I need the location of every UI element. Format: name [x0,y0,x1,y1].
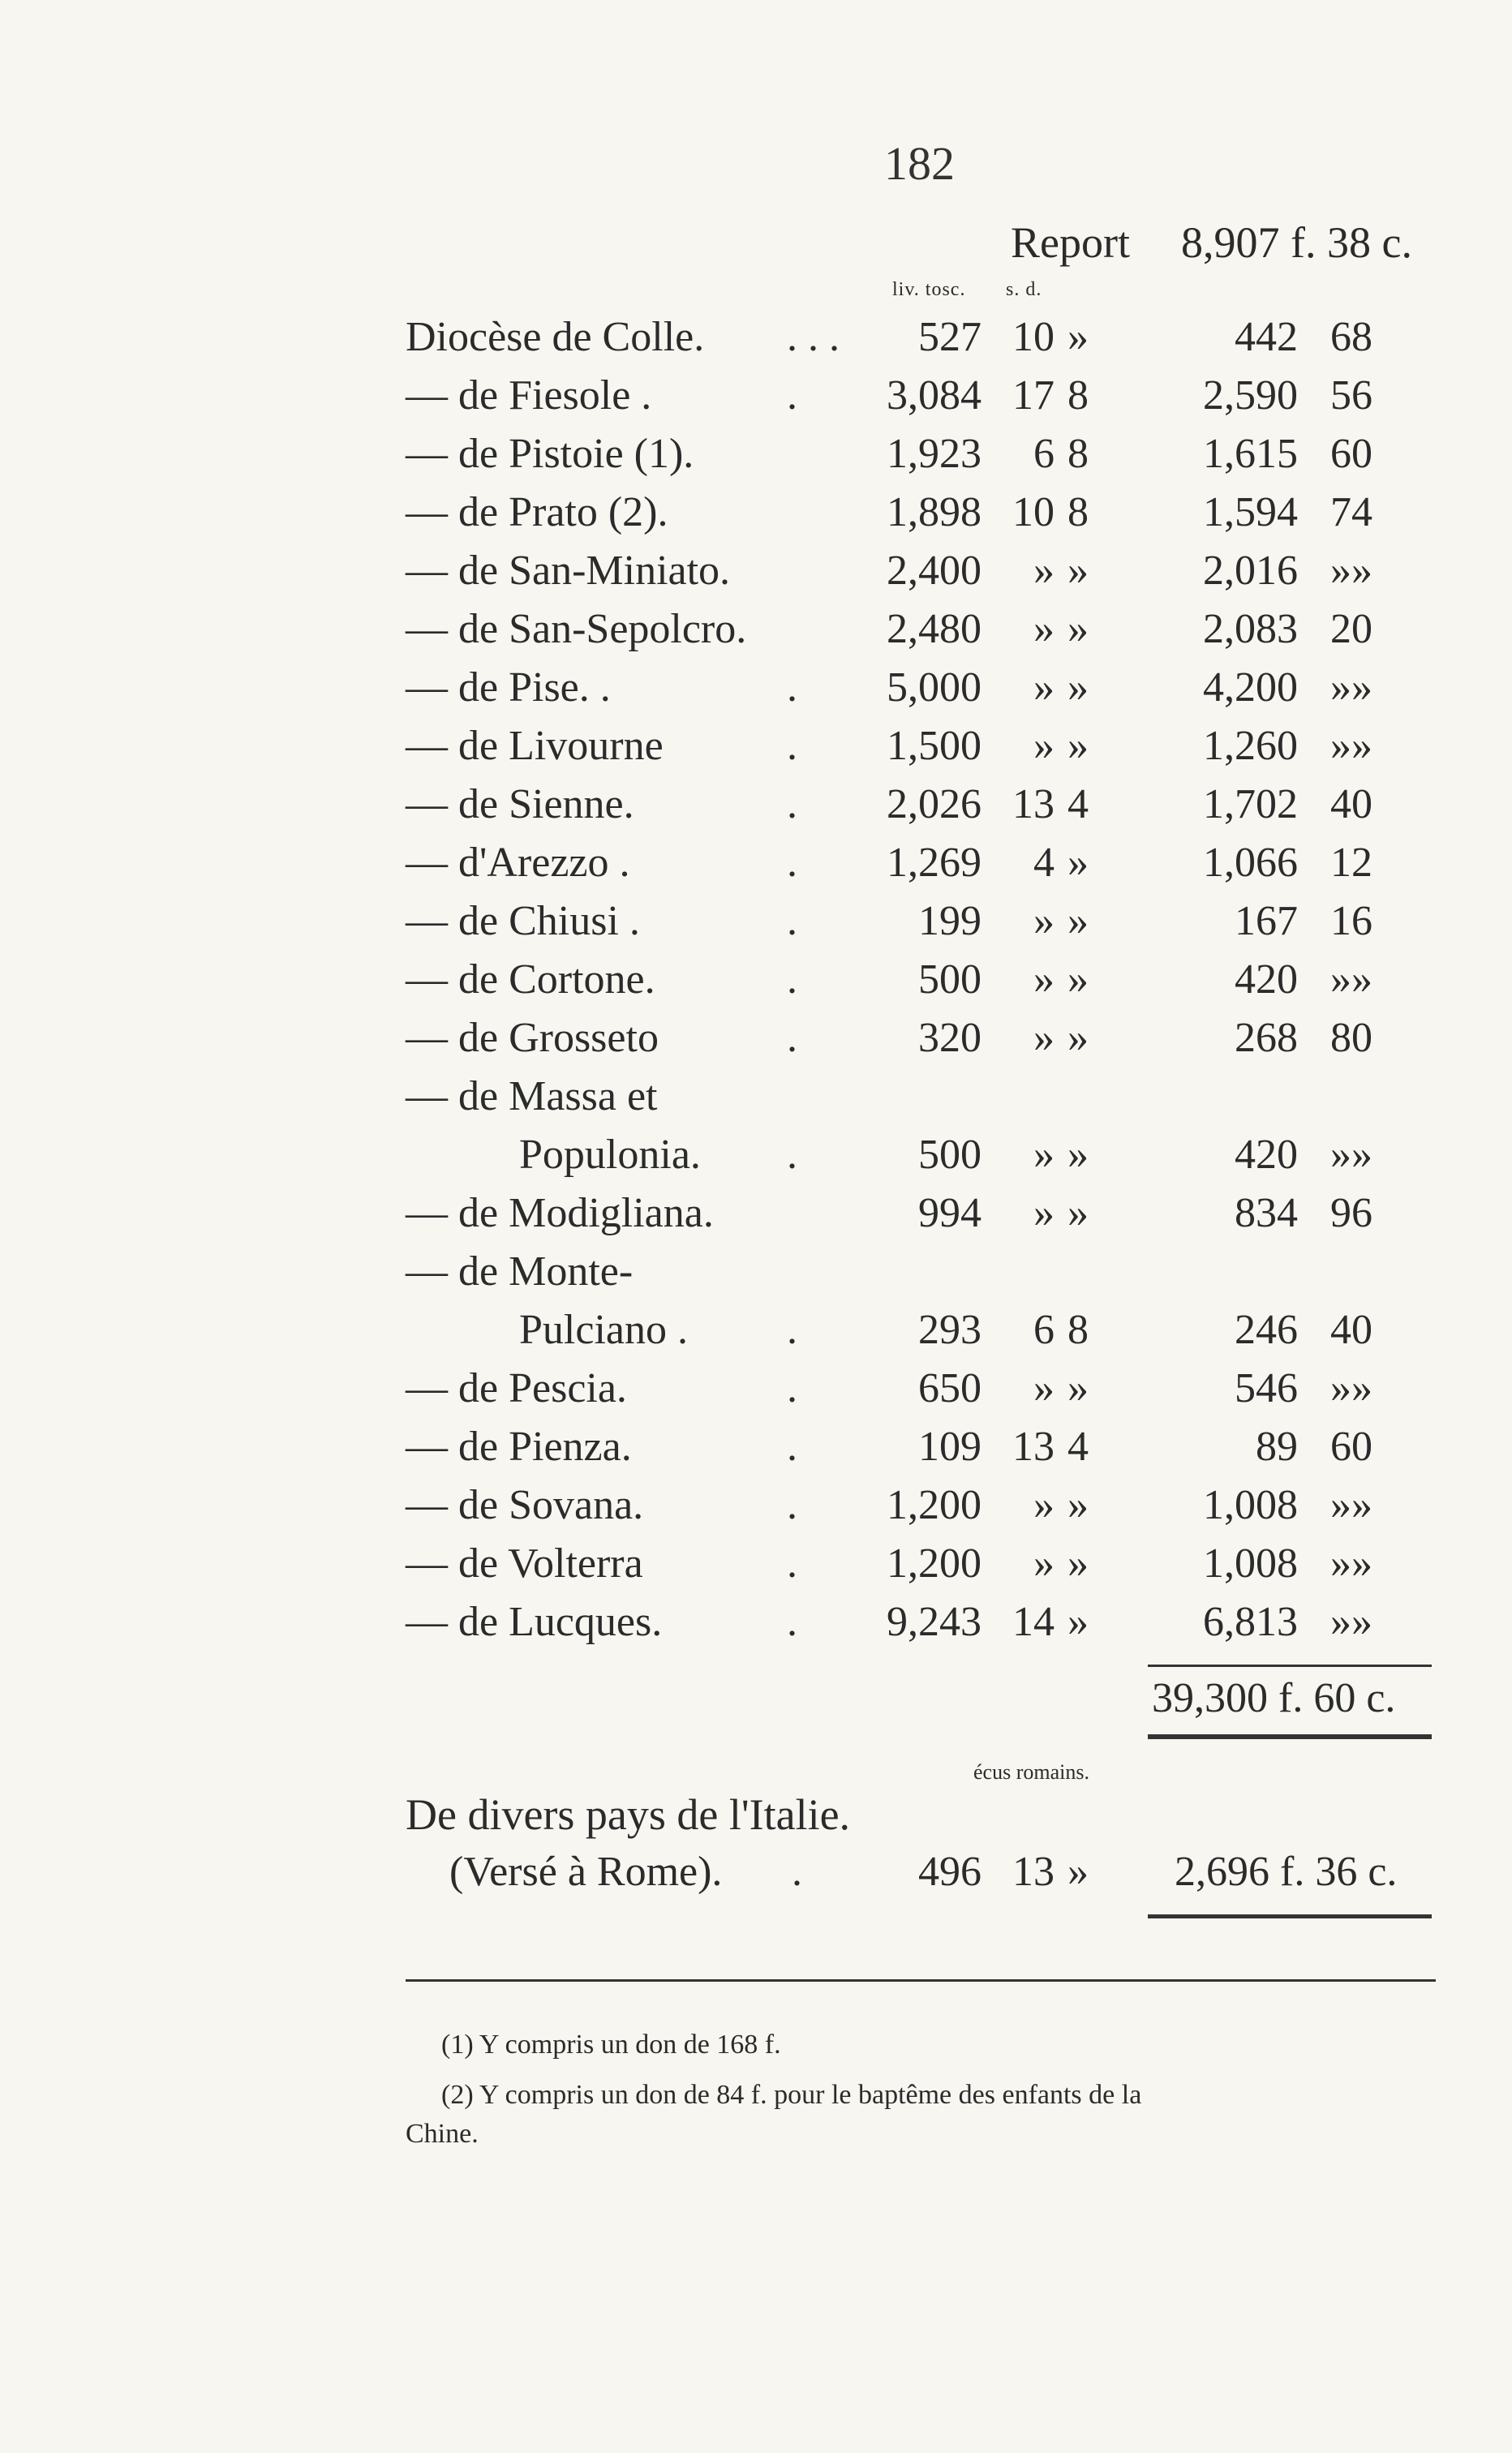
diocese-name: Diocèse de Colle. [406,314,705,360]
diocese-name: — de San-Miniato. [406,548,731,594]
sous: 13 [1012,1424,1055,1470]
table-row [0,1598,1512,1656]
table-row [0,488,1512,547]
deniers: » [1067,664,1089,711]
centimes: »» [1330,1132,1372,1178]
deniers: » [1067,840,1089,886]
table-row [0,372,1512,430]
deniers: » [1067,1540,1089,1587]
footnote-2: (2) Y compris un don de 84 f. pour le baptême des enfants de la [441,2080,1142,2110]
francs: 2,083 [1203,606,1298,652]
francs: 1,066 [1203,840,1298,886]
column-header-livres: liv. tosc. [892,279,966,300]
leader-dots: . [787,840,797,886]
livres-toscanes: 109 [918,1424,982,1470]
leader-dots: . [787,956,797,1003]
francs: 1,702 [1203,781,1298,827]
table-row [0,1131,1512,1189]
sous: » [1033,723,1055,769]
sous: 4 [1033,840,1055,886]
diocese-name: — de Pienza. [406,1424,632,1470]
italie-livres: 496 [918,1849,982,1895]
sous: 17 [1012,372,1055,419]
italie-amount: 2,696 f. 36 c. [1175,1849,1398,1895]
table-row [0,664,1512,722]
leader-dots: . [787,781,797,827]
deniers: » [1067,1365,1089,1411]
francs: 1,260 [1203,723,1298,769]
livres-toscanes: 500 [918,1132,982,1178]
diocese-name: Pulciano . [519,1307,688,1353]
sous: » [1033,606,1055,652]
table-row [0,722,1512,780]
diocese-name: — de Massa et [406,1073,658,1119]
centimes: 60 [1330,1424,1372,1470]
francs: 1,615 [1203,431,1298,477]
livres-toscanes: 1,200 [887,1540,982,1587]
leader-dots: . [787,664,797,711]
section-separator [406,1979,1436,1982]
table-row [0,1306,1512,1364]
sous: 6 [1033,431,1055,477]
sous: 13 [1012,781,1055,827]
deniers: » [1067,1132,1089,1178]
italie-name: (Versé à Rome). [449,1849,723,1895]
centimes: »» [1330,723,1372,769]
sous: » [1033,1365,1055,1411]
livres-toscanes: 293 [918,1307,982,1353]
francs: 1,594 [1203,489,1298,535]
ecus-romains-label: écus romains. [973,1760,1089,1784]
francs: 2,590 [1203,372,1298,419]
francs: 268 [1235,1015,1298,1061]
sous: 14 [1012,1599,1055,1645]
centimes: 56 [1330,372,1372,419]
livres-toscanes: 1,923 [887,431,982,477]
francs: 834 [1235,1190,1298,1236]
livres-toscanes: 3,084 [887,372,982,419]
livres-toscanes: 320 [918,1015,982,1061]
table-row [0,1364,1512,1423]
centimes: »» [1330,664,1372,711]
report-total: 8,907 f. 38 c. [1181,218,1412,267]
leader-dots: . [787,1482,797,1528]
deniers: 8 [1067,431,1089,477]
table-row [0,1481,1512,1540]
deniers: 8 [1067,372,1089,419]
leader-dots: . [787,1599,797,1645]
centimes: »» [1330,1482,1372,1528]
livres-toscanes: 5,000 [887,664,982,711]
centimes: »» [1330,1599,1372,1645]
centimes: 12 [1330,840,1372,886]
centimes: »» [1330,956,1372,1003]
leader-dots: . [787,1540,797,1587]
italie-row [0,1848,1512,1906]
table-row [0,1540,1512,1598]
sous: » [1033,548,1055,594]
table-row [0,1248,1512,1306]
deniers: » [1067,1190,1089,1236]
diocese-name: — de Pise. . [406,664,611,711]
diocese-name: — de Lucques. [406,1599,663,1645]
francs: 546 [1235,1365,1298,1411]
diocese-name: — de Modigliana. [406,1190,714,1236]
table-row [0,780,1512,839]
francs: 420 [1235,956,1298,1003]
diocese-name: — de Cortone. [406,956,655,1003]
livres-toscanes: 1,500 [887,723,982,769]
report-label: Report [1011,218,1130,267]
livres-toscanes: 1,269 [887,840,982,886]
deniers: » [1067,1015,1089,1061]
footnote-1: (1) Y compris un don de 168 f. [441,2030,781,2060]
francs: 1,008 [1203,1482,1298,1528]
leader-dots: . [787,1307,797,1353]
italie-title: De divers pays de l'Italie. [406,1790,851,1839]
deniers: » [1067,898,1089,944]
centimes: 96 [1330,1190,1372,1236]
livres-toscanes: 500 [918,956,982,1003]
leader-dots: . [787,1365,797,1411]
diocese-name: — de Chiusi . [406,898,640,944]
deniers: 4 [1067,1424,1089,1470]
table-row [0,430,1512,488]
leader-dots: . [787,723,797,769]
italie-deniers: » [1067,1849,1089,1895]
leader-dots: . [787,372,797,419]
italie-rule [1148,1914,1432,1918]
francs: 6,813 [1203,1599,1298,1645]
livres-toscanes: 9,243 [887,1599,982,1645]
table-row [0,1189,1512,1248]
table-row [0,313,1512,372]
francs: 4,200 [1203,664,1298,711]
column-header-sous-deniers: s. d. [1006,279,1042,300]
deniers: 8 [1067,489,1089,535]
grand-total: 39,300 f. 60 c. [1152,1675,1396,1721]
livres-toscanes: 2,480 [887,606,982,652]
table-row [0,839,1512,897]
diocese-name: — de Pescia. [406,1365,627,1411]
francs: 89 [1256,1424,1298,1470]
centimes: 68 [1330,314,1372,360]
centimes: »» [1330,548,1372,594]
leader-dots: . [787,1424,797,1470]
leader-dots: . [787,898,797,944]
table-row [0,897,1512,956]
deniers: 8 [1067,1307,1089,1353]
centimes: 60 [1330,431,1372,477]
centimes: »» [1330,1540,1372,1587]
sous: » [1033,956,1055,1003]
deniers: » [1067,1482,1089,1528]
diocese-name: — de Pistoie (1). [406,431,694,477]
francs: 442 [1235,314,1298,360]
centimes: »» [1330,1365,1372,1411]
total-rule-bottom [1148,1734,1432,1739]
deniers: » [1067,548,1089,594]
deniers: » [1067,956,1089,1003]
table-row [0,1014,1512,1072]
diocese-name: — de Livourne [406,723,664,769]
total-rule-top [1148,1665,1432,1667]
francs: 167 [1235,898,1298,944]
table-row [0,956,1512,1014]
livres-toscanes: 1,898 [887,489,982,535]
diocese-name: — de Fiesole . [406,372,652,419]
diocese-name: — de Prato (2). [406,489,668,535]
sous: » [1033,1540,1055,1587]
deniers: » [1067,1599,1089,1645]
sous: » [1033,1132,1055,1178]
centimes: 74 [1330,489,1372,535]
livres-toscanes: 2,400 [887,548,982,594]
livres-toscanes: 994 [918,1190,982,1236]
livres-toscanes: 2,026 [887,781,982,827]
table-row [0,605,1512,664]
diocese-name: — de Monte- [406,1248,634,1295]
francs: 2,016 [1203,548,1298,594]
deniers: » [1067,606,1089,652]
livres-toscanes: 199 [918,898,982,944]
table-row [0,1072,1512,1131]
sous: » [1033,664,1055,711]
italie-sous: 13 [1012,1849,1055,1895]
deniers: » [1067,314,1089,360]
diocese-name: — de Sovana. [406,1482,644,1528]
leader-dots: . . . [787,314,840,360]
francs: 246 [1235,1307,1298,1353]
diocese-name: — d'Arezzo . [406,840,630,886]
table-row [0,1423,1512,1481]
sous: » [1033,1190,1055,1236]
livres-toscanes: 527 [918,314,982,360]
diocese-name: Populonia. [519,1132,701,1178]
deniers: 4 [1067,781,1089,827]
sous: » [1033,1015,1055,1061]
livres-toscanes: 650 [918,1365,982,1411]
sous: » [1033,1482,1055,1528]
leader-dots: . [787,1132,797,1178]
centimes: 40 [1330,1307,1372,1353]
diocese-name: — de Sienne. [406,781,634,827]
sous: 6 [1033,1307,1055,1353]
centimes: 40 [1330,781,1372,827]
centimes: 80 [1330,1015,1372,1061]
leader-dots: . [787,1015,797,1061]
francs: 1,008 [1203,1540,1298,1587]
footnote-2-continued: Chine. [406,2119,479,2149]
sous: 10 [1012,489,1055,535]
diocese-name: — de Volterra [406,1540,643,1587]
deniers: » [1067,723,1089,769]
centimes: 16 [1330,898,1372,944]
diocese-name: — de San-Sepolcro. [406,606,747,652]
page-number: 182 [884,137,955,190]
table-row [0,547,1512,605]
sous: 10 [1012,314,1055,360]
diocese-name: — de Grosseto [406,1015,659,1061]
sous: » [1033,898,1055,944]
italie-dots: . [792,1849,802,1895]
francs: 420 [1235,1132,1298,1178]
centimes: 20 [1330,606,1372,652]
livres-toscanes: 1,200 [887,1482,982,1528]
